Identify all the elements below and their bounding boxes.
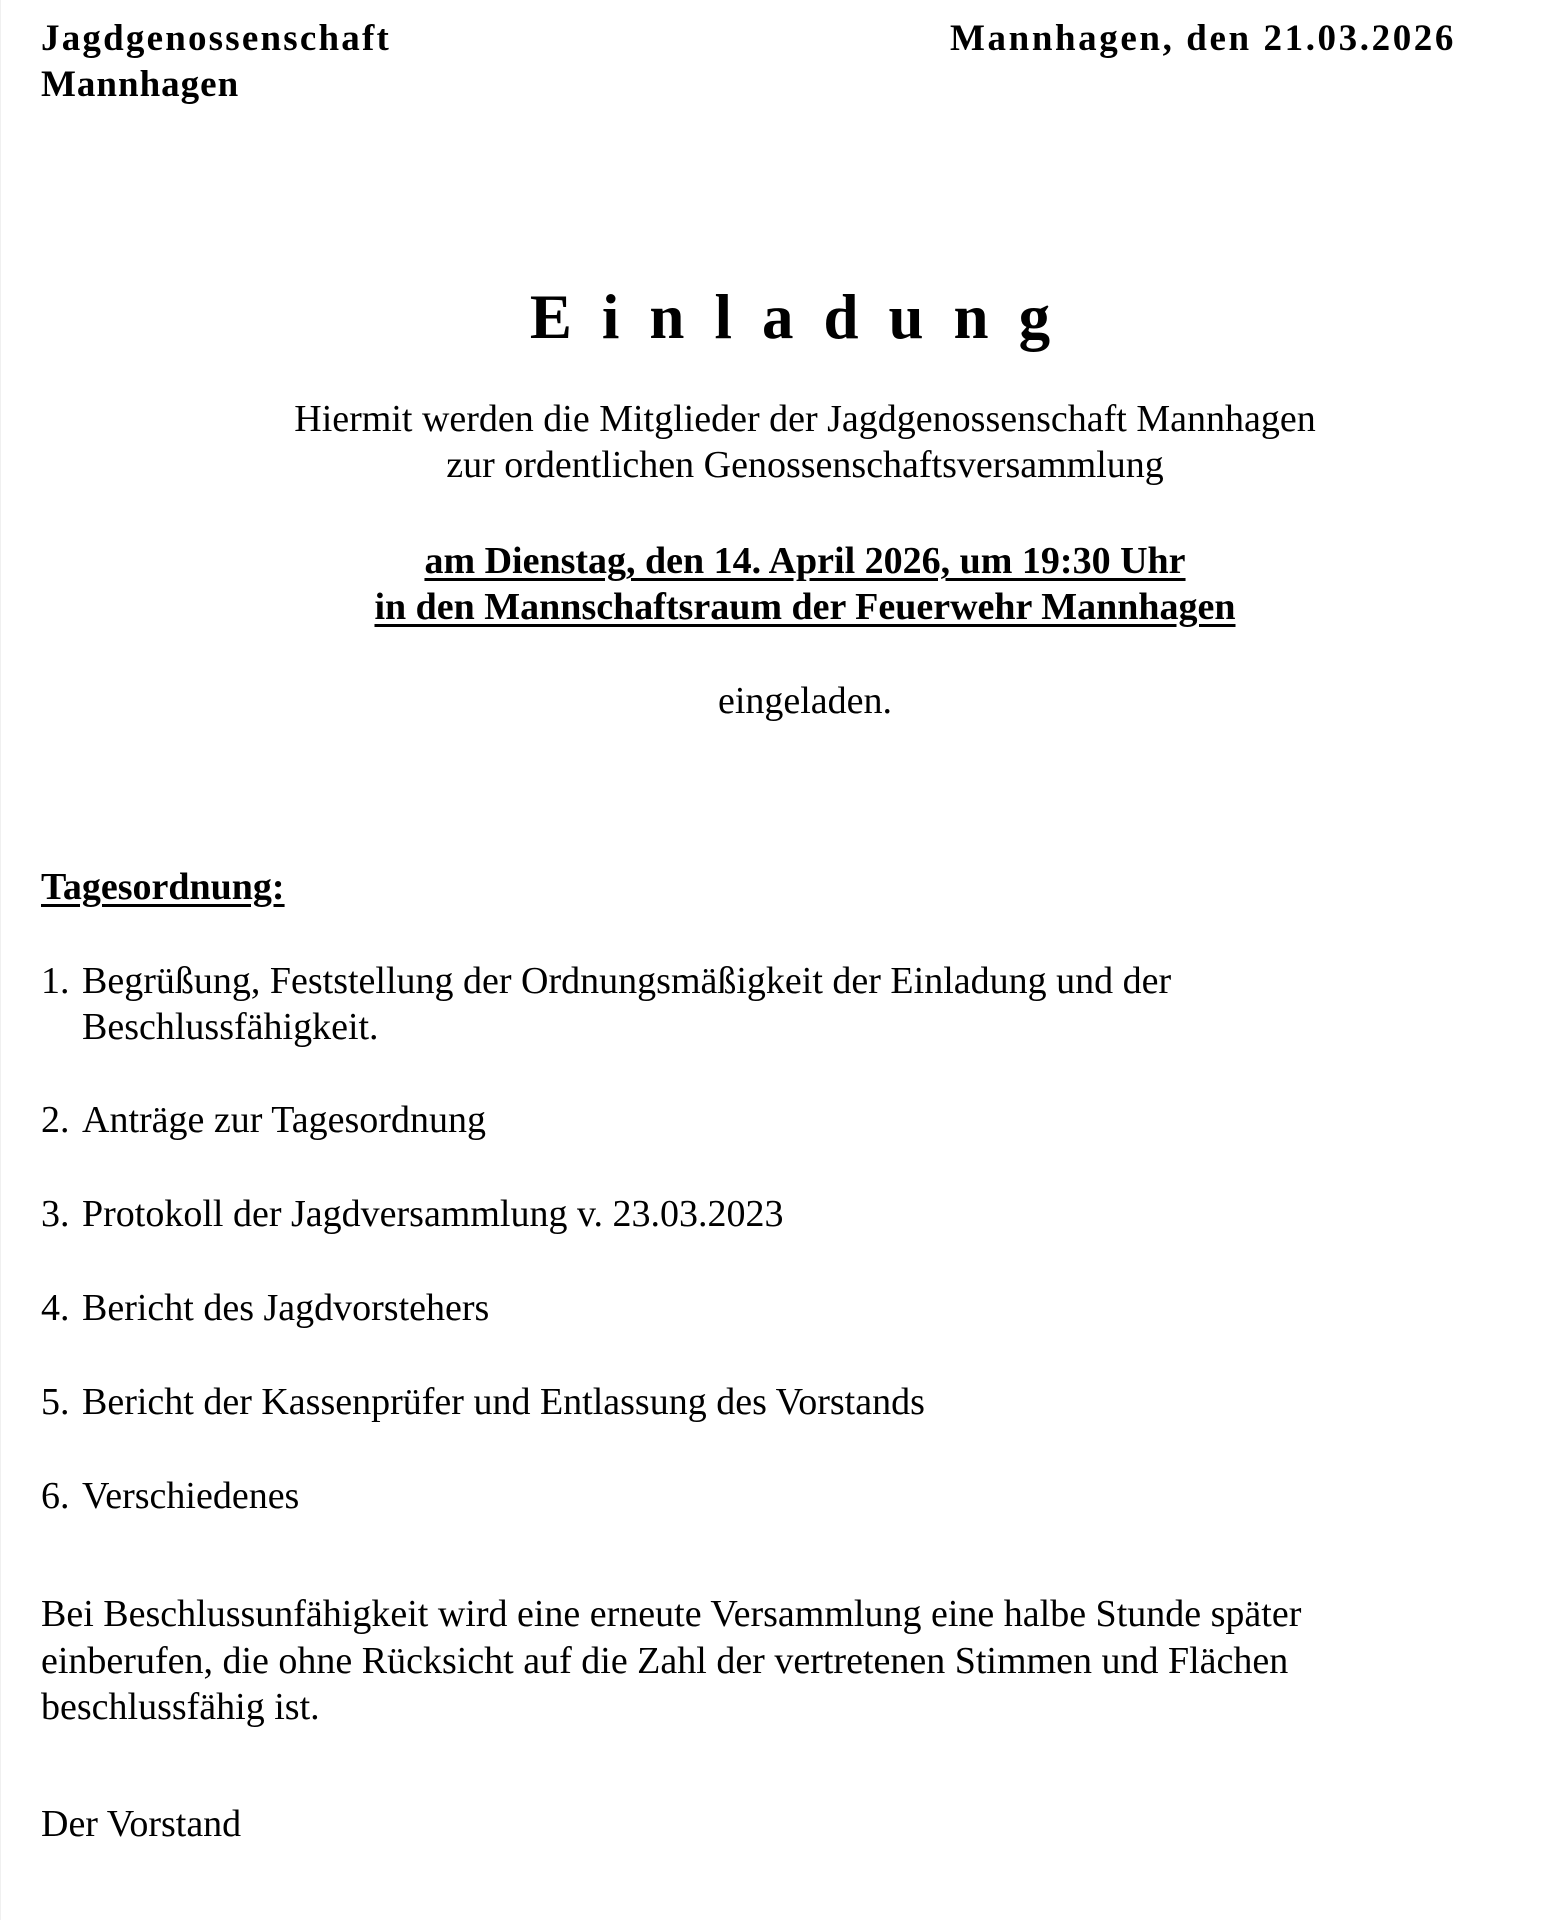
agenda-item-number: 3. (41, 1193, 70, 1235)
agenda-item-text: Begrüßung, Feststellung der Ordnungsmäßigkeit der Einladung und der (82, 960, 1172, 1002)
organization-line-2: Mannhagen (41, 64, 240, 105)
document-title: Einladung (529, 282, 1081, 352)
intro-text (1, 396, 1560, 488)
quorum-note-line-1: Bei Beschlussunfähigkeit wird eine erneute Versammlung eine halbe Stunde später (41, 1593, 1302, 1635)
agenda-item-number: 4. (41, 1287, 70, 1329)
agenda-heading: Tagesordnung: (41, 866, 285, 908)
agenda-item-number: 6. (41, 1475, 70, 1517)
agenda-item (41, 1379, 925, 1425)
place-and-date: Mannhagen, den 21.03.2026 (950, 18, 1456, 59)
agenda-item-text: Bericht des Jagdvorstehers (82, 1287, 490, 1329)
agenda-item-number: 1. (41, 960, 70, 1002)
meeting-datetime: am Dienstag, den 14. April 2026, um 19:30 Uhr (424, 540, 1186, 582)
invited-text: eingeladen. (717, 680, 893, 722)
agenda-item-text-continued: Beschlussfähigkeit. (82, 1006, 379, 1048)
agenda-item-text: Bericht der Kassenprüfer und Entlassung des Vorstands (82, 1381, 925, 1423)
agenda-item (41, 958, 1171, 1050)
agenda-item-text: Protokoll der Jagdversammlung v. 23.03.2023 (82, 1193, 784, 1235)
organization-line-1: Jagdgenossenschaft (41, 18, 392, 59)
intro-line-1: Hiermit werden die Mitglieder der Jagdgenossenschaft Mannhagen (294, 398, 1316, 440)
quorum-note (41, 1591, 1301, 1731)
quorum-note-line-3: beschlussfähig ist. (41, 1686, 320, 1728)
agenda-item (41, 1191, 784, 1237)
agenda-item-number: 5. (41, 1381, 70, 1423)
organization-name (41, 16, 391, 108)
agenda-item-text: Anträge zur Tagesordnung (82, 1099, 486, 1141)
meeting-location: in den Mannschaftsraum der Feuerwehr Mannhagen (374, 586, 1236, 628)
agenda-item (41, 1285, 489, 1331)
quorum-note-line-2: einberufen, die ohne Rücksicht auf die Zahl der vertretenen Stimmen und Flächen (41, 1639, 1289, 1682)
intro-line-2: zur ordentlichen Genossenschaftsversammlung (446, 444, 1164, 486)
agenda-item-text: Verschiedenes (82, 1475, 300, 1517)
agenda-item-number: 2. (41, 1099, 70, 1141)
meeting-details (1, 538, 1560, 630)
agenda-item (41, 1473, 299, 1519)
signature: Der Vorstand (41, 1803, 242, 1845)
agenda-item (41, 1097, 486, 1143)
